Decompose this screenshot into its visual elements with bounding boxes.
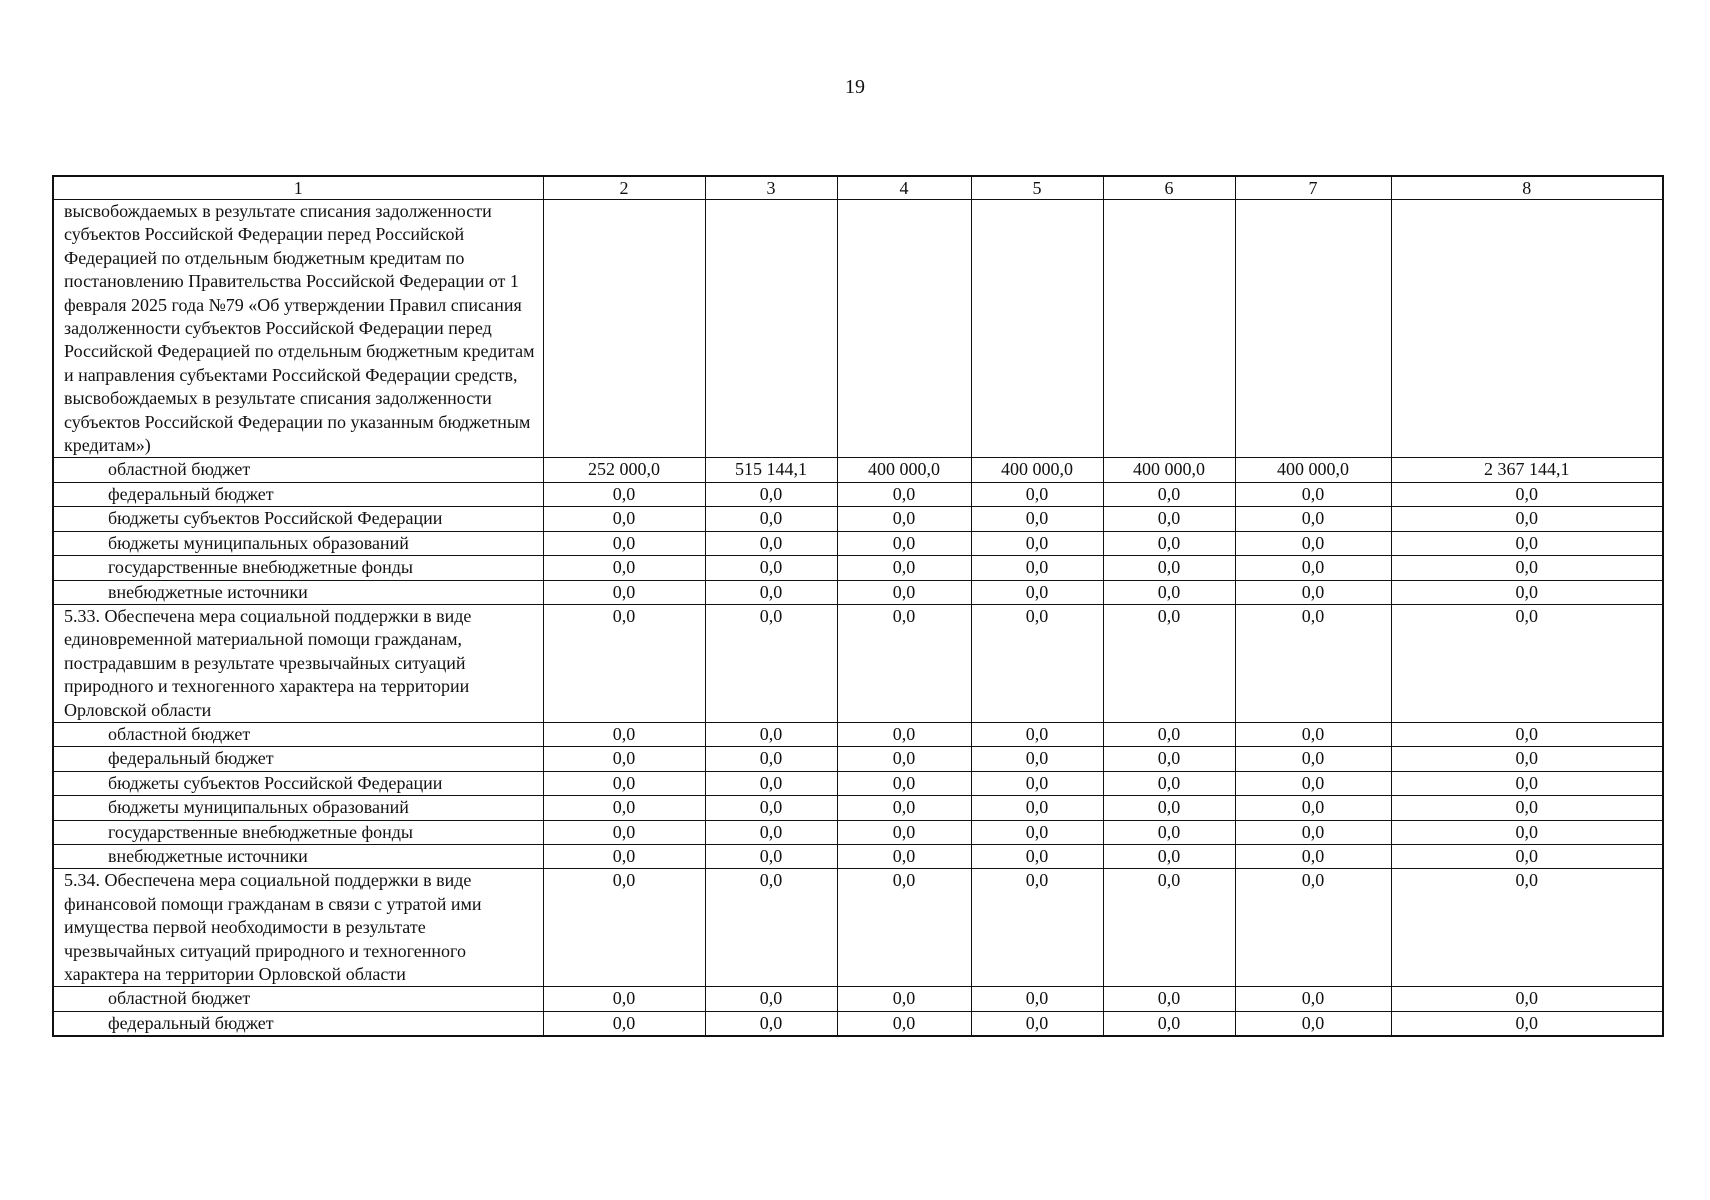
value-cell: 0,0 <box>1235 482 1391 506</box>
table-row <box>53 820 1663 844</box>
section-value-cell: 0,0 <box>1103 869 1235 987</box>
section-value-cell: 0,0 <box>837 604 971 722</box>
section-value-cell <box>705 200 837 458</box>
value-cell: 0,0 <box>705 771 837 795</box>
funding-source-label: государственные внебюджетные фонды <box>53 556 543 580</box>
value-cell: 0,0 <box>543 771 705 795</box>
value-cell: 0,0 <box>705 747 837 771</box>
value-cell: 0,0 <box>543 987 705 1011</box>
value-cell: 0,0 <box>837 844 971 868</box>
funding-source-label: внебюджетные источники <box>53 844 543 868</box>
value-cell: 0,0 <box>1391 844 1663 868</box>
section-row <box>53 869 1663 987</box>
value-cell: 0,0 <box>837 987 971 1011</box>
value-cell: 0,0 <box>971 722 1103 746</box>
section-value-cell: 0,0 <box>837 869 971 987</box>
value-cell: 0,0 <box>1103 580 1235 604</box>
budget-table <box>52 175 1664 1037</box>
funding-source-label: бюджеты муниципальных образований <box>53 796 543 820</box>
value-cell: 0,0 <box>1235 580 1391 604</box>
value-cell: 0,0 <box>971 771 1103 795</box>
value-cell: 0,0 <box>1103 747 1235 771</box>
funding-source-label: федеральный бюджет <box>53 747 543 771</box>
funding-source-label: бюджеты субъектов Российской Федерации <box>53 507 543 531</box>
funding-source-label: областной бюджет <box>53 458 543 482</box>
section-value-cell: 0,0 <box>1391 869 1663 987</box>
section-value-cell: 0,0 <box>971 869 1103 987</box>
value-cell: 400 000,0 <box>1235 458 1391 482</box>
value-cell: 0,0 <box>705 987 837 1011</box>
column-number: 6 <box>1103 176 1235 200</box>
section-value-cell: 0,0 <box>543 869 705 987</box>
value-cell: 0,0 <box>543 820 705 844</box>
value-cell: 0,0 <box>837 556 971 580</box>
table-row <box>53 556 1663 580</box>
table-row <box>53 458 1663 482</box>
value-cell: 0,0 <box>705 531 837 555</box>
table-row <box>53 987 1663 1011</box>
value-cell: 0,0 <box>1235 747 1391 771</box>
value-cell: 0,0 <box>705 796 837 820</box>
value-cell: 0,0 <box>1391 482 1663 506</box>
column-number: 1 <box>53 176 543 200</box>
value-cell: 0,0 <box>971 507 1103 531</box>
value-cell: 0,0 <box>837 482 971 506</box>
value-cell: 0,0 <box>543 580 705 604</box>
value-cell: 0,0 <box>971 1011 1103 1036</box>
value-cell: 0,0 <box>1391 507 1663 531</box>
value-cell: 0,0 <box>705 482 837 506</box>
value-cell: 0,0 <box>1103 771 1235 795</box>
value-cell: 0,0 <box>543 507 705 531</box>
value-cell: 0,0 <box>1391 1011 1663 1036</box>
section-value-cell: 0,0 <box>543 604 705 722</box>
table-row <box>53 844 1663 868</box>
table-row <box>53 507 1663 531</box>
value-cell: 0,0 <box>837 820 971 844</box>
section-value-cell <box>837 200 971 458</box>
value-cell: 0,0 <box>543 722 705 746</box>
value-cell: 0,0 <box>1391 987 1663 1011</box>
value-cell: 0,0 <box>1235 771 1391 795</box>
value-cell: 0,0 <box>543 747 705 771</box>
value-cell: 0,0 <box>1235 507 1391 531</box>
value-cell: 0,0 <box>705 556 837 580</box>
value-cell: 2 367 144,1 <box>1391 458 1663 482</box>
section-value-cell <box>1391 200 1663 458</box>
value-cell: 0,0 <box>1391 556 1663 580</box>
value-cell: 0,0 <box>1391 796 1663 820</box>
value-cell: 0,0 <box>705 722 837 746</box>
value-cell: 400 000,0 <box>837 458 971 482</box>
value-cell: 0,0 <box>1391 771 1663 795</box>
value-cell: 0,0 <box>1391 747 1663 771</box>
column-number: 7 <box>1235 176 1391 200</box>
table-row <box>53 531 1663 555</box>
table-body <box>53 200 1663 1037</box>
value-cell: 515 144,1 <box>705 458 837 482</box>
funding-source-label: областной бюджет <box>53 722 543 746</box>
value-cell: 0,0 <box>543 482 705 506</box>
section-value-cell: 0,0 <box>971 604 1103 722</box>
section-value-cell <box>1235 200 1391 458</box>
funding-source-label: областной бюджет <box>53 987 543 1011</box>
value-cell: 252 000,0 <box>543 458 705 482</box>
value-cell: 0,0 <box>1235 722 1391 746</box>
funding-source-label: федеральный бюджет <box>53 1011 543 1036</box>
value-cell: 0,0 <box>1391 722 1663 746</box>
value-cell: 0,0 <box>1103 1011 1235 1036</box>
value-cell: 0,0 <box>1103 820 1235 844</box>
section-value-cell: 0,0 <box>1235 604 1391 722</box>
page-number: 19 <box>845 76 865 98</box>
table-row <box>53 1011 1663 1036</box>
funding-source-label: бюджеты субъектов Российской Федерации <box>53 771 543 795</box>
value-cell: 0,0 <box>705 844 837 868</box>
column-number: 2 <box>543 176 705 200</box>
value-cell: 0,0 <box>1391 531 1663 555</box>
value-cell: 0,0 <box>705 820 837 844</box>
value-cell: 0,0 <box>837 580 971 604</box>
section-value-cell: 0,0 <box>1391 604 1663 722</box>
value-cell: 0,0 <box>1235 820 1391 844</box>
section-value-cell <box>971 200 1103 458</box>
table-row <box>53 722 1663 746</box>
section-row <box>53 604 1663 722</box>
value-cell: 0,0 <box>837 771 971 795</box>
table-row <box>53 796 1663 820</box>
value-cell: 0,0 <box>1235 844 1391 868</box>
value-cell: 0,0 <box>971 482 1103 506</box>
section-value-cell <box>1103 200 1235 458</box>
value-cell: 0,0 <box>1235 987 1391 1011</box>
value-cell: 0,0 <box>971 796 1103 820</box>
column-number: 5 <box>971 176 1103 200</box>
value-cell: 0,0 <box>1235 556 1391 580</box>
value-cell: 0,0 <box>971 987 1103 1011</box>
column-number: 3 <box>705 176 837 200</box>
value-cell: 0,0 <box>705 580 837 604</box>
funding-source-label: федеральный бюджет <box>53 482 543 506</box>
section-value-cell: 0,0 <box>705 869 837 987</box>
value-cell: 0,0 <box>837 1011 971 1036</box>
value-cell: 0,0 <box>1103 482 1235 506</box>
value-cell: 0,0 <box>837 747 971 771</box>
value-cell: 0,0 <box>1103 987 1235 1011</box>
value-cell: 0,0 <box>1235 796 1391 820</box>
section-row <box>53 200 1663 458</box>
value-cell: 0,0 <box>1103 507 1235 531</box>
value-cell: 0,0 <box>1103 556 1235 580</box>
value-cell: 0,0 <box>543 556 705 580</box>
value-cell: 0,0 <box>1235 531 1391 555</box>
table-row <box>53 771 1663 795</box>
section-description: 5.33. Обеспечена мера социальной поддержки в виде единовременной материальной помощи гражданам, пострадавшим в результате чрезвычайных ситуаций природного и техногенного характера на территории Орловской области <box>53 604 543 722</box>
value-cell: 0,0 <box>971 556 1103 580</box>
value-cell: 0,0 <box>543 531 705 555</box>
value-cell: 0,0 <box>971 844 1103 868</box>
value-cell: 0,0 <box>837 507 971 531</box>
section-value-cell: 0,0 <box>1103 604 1235 722</box>
funding-source-label: государственные внебюджетные фонды <box>53 820 543 844</box>
section-description: высвобождаемых в результате списания задолженности субъектов Российской Федерации перед Российской Федерацией по отдельным бюджетным кредитам по постановлению Правительства Российской Федерации от 1 февраля 2025 года №79 «Об утверждении Правил списания задолженности субъектов Российской Федерации перед Российской Федерацией по отдельным бюджетным кредитам и направления субъектами Российской Федерации средств, высвобождаемых в результате списания задолженности субъектов Российской Федерации по указанным бюджетным кредитам») <box>53 200 543 458</box>
value-cell: 0,0 <box>543 1011 705 1036</box>
value-cell: 0,0 <box>971 820 1103 844</box>
value-cell: 0,0 <box>705 507 837 531</box>
value-cell: 0,0 <box>1235 1011 1391 1036</box>
table-row <box>53 747 1663 771</box>
column-number-row <box>53 176 1663 200</box>
value-cell: 0,0 <box>705 1011 837 1036</box>
value-cell: 0,0 <box>543 796 705 820</box>
section-value-cell: 0,0 <box>705 604 837 722</box>
value-cell: 0,0 <box>1103 722 1235 746</box>
value-cell: 0,0 <box>971 747 1103 771</box>
value-cell: 0,0 <box>837 531 971 555</box>
value-cell: 400 000,0 <box>971 458 1103 482</box>
value-cell: 0,0 <box>971 531 1103 555</box>
column-number: 4 <box>837 176 971 200</box>
value-cell: 0,0 <box>837 722 971 746</box>
table-row <box>53 482 1663 506</box>
funding-source-label: внебюджетные источники <box>53 580 543 604</box>
value-cell: 0,0 <box>1103 531 1235 555</box>
value-cell: 0,0 <box>1103 844 1235 868</box>
section-value-cell <box>543 200 705 458</box>
value-cell: 0,0 <box>1391 580 1663 604</box>
value-cell: 0,0 <box>1103 796 1235 820</box>
column-number: 8 <box>1391 176 1663 200</box>
value-cell: 400 000,0 <box>1103 458 1235 482</box>
value-cell: 0,0 <box>837 796 971 820</box>
value-cell: 0,0 <box>971 580 1103 604</box>
section-value-cell: 0,0 <box>1235 869 1391 987</box>
value-cell: 0,0 <box>1391 820 1663 844</box>
section-description: 5.34. Обеспечена мера социальной поддержки в виде финансовой помощи гражданам в связи с утратой ими имущества первой необходимости в результате чрезвычайных ситуаций природного и техногенного характера на территории Орловской области <box>53 869 543 987</box>
value-cell: 0,0 <box>543 844 705 868</box>
table-row <box>53 580 1663 604</box>
funding-source-label: бюджеты муниципальных образований <box>53 531 543 555</box>
